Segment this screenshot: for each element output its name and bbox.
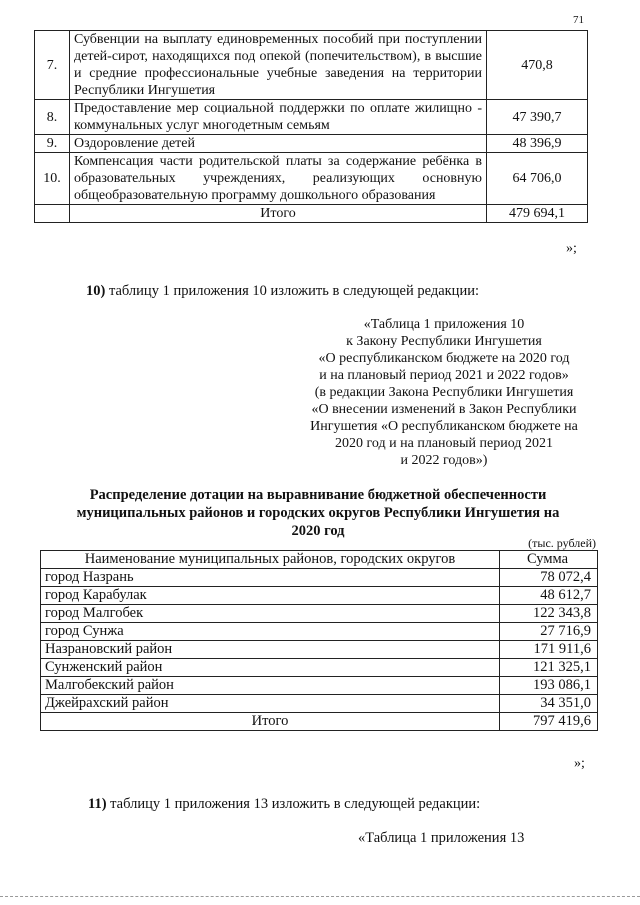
column-header-name: Наименование муниципальных районов, городских округов — [41, 551, 500, 569]
page-edge-line — [0, 896, 640, 898]
row-amount: 48 396,9 — [487, 135, 588, 153]
municipality-name: город Назрань — [41, 569, 500, 587]
municipality-name: город Карабулак — [41, 587, 500, 605]
benefits-table — [34, 30, 588, 223]
paragraph-10 — [86, 283, 479, 300]
title-line: муниципальных районов и городских округов Республики Ингушетия на — [76, 505, 560, 521]
row-description: Предоставление мер социальной поддержки по оплате жилищно - коммунальных услуг многодетным семьям — [70, 100, 487, 135]
total-sum: 797 419,6 — [500, 713, 598, 731]
title-line: Распределение дотации на выравнивание бюджетной обеспеченности — [89, 487, 547, 503]
municipality-sum: 171 911,6 — [500, 641, 598, 659]
table-row — [41, 695, 598, 713]
row-amount: 470,8 — [487, 31, 588, 100]
page-number: 71 — [573, 14, 584, 26]
quote-closer: »; — [566, 241, 577, 256]
row-number: 8. — [35, 100, 70, 135]
appendix-header — [296, 316, 592, 469]
row-number: 10. — [35, 153, 70, 205]
appendix-13-header: «Таблица 1 приложения 13 — [358, 830, 525, 846]
total-row — [35, 205, 588, 223]
total-label: Итого — [41, 713, 500, 731]
municipality-name: Сунженский район — [41, 659, 500, 677]
header-line: «Таблица 1 приложения 10 — [363, 317, 525, 332]
table-row — [41, 605, 598, 623]
table-row — [41, 677, 598, 695]
municipality-sum: 34 351,0 — [500, 695, 598, 713]
municipality-sum: 122 343,8 — [500, 605, 598, 623]
table-row — [41, 569, 598, 587]
header-line: Ингушетия «О республиканском бюджете на — [310, 419, 578, 434]
paragraph-text: таблицу 1 приложения 10 изложить в следующей редакции: — [105, 283, 479, 299]
table-row — [41, 641, 598, 659]
column-header-sum: Сумма — [500, 551, 598, 569]
total-amount: 479 694,1 — [487, 205, 588, 223]
row-amount: 47 390,7 — [487, 100, 588, 135]
paragraph-text: таблицу 1 приложения 13 изложить в следующей редакции: — [106, 796, 481, 812]
table-row — [41, 659, 598, 677]
header-line: (в редакции Закона Республики Ингушетия — [314, 385, 574, 400]
total-row — [41, 713, 598, 731]
quote-closer: »; — [574, 756, 585, 771]
municipality-name: город Малгобек — [41, 605, 500, 623]
table-row — [41, 623, 598, 641]
municipality-sum: 121 325,1 — [500, 659, 598, 677]
table-row — [35, 100, 588, 135]
distribution-title — [60, 486, 576, 540]
paragraph-number: 10) — [86, 283, 106, 299]
distribution-table — [40, 550, 598, 731]
header-line: 2020 год и на плановый период 2021 — [335, 436, 553, 451]
header-line: «О внесении изменений в Закон Республики — [311, 402, 577, 417]
row-description: Компенсация части родительской платы за содержание ребёнка в образовательных учреждениях, реализующих основную общеобразовательную программу дошкольного образования — [70, 153, 487, 205]
table-header-row — [41, 551, 598, 569]
municipality-sum: 48 612,7 — [500, 587, 598, 605]
header-line: и на плановый период 2021 и 2022 годов» — [319, 368, 569, 383]
municipality-sum: 193 086,1 — [500, 677, 598, 695]
row-description: Оздоровление детей — [70, 135, 487, 153]
header-line: и 2022 годов») — [400, 453, 488, 468]
municipality-sum: 27 716,9 — [500, 623, 598, 641]
municipality-name: Малгобекский район — [41, 677, 500, 695]
municipality-name: Назрановский район — [41, 641, 500, 659]
total-empty-cell — [35, 205, 70, 223]
total-label: Итого — [70, 205, 487, 223]
header-line: «О республиканском бюджете на 2020 год — [318, 351, 570, 366]
title-line: 2020 год — [291, 523, 345, 539]
row-number: 7. — [35, 31, 70, 100]
row-description: Субвенции на выплату единовременных пособий при поступлении детей-сирот, находящихся под опекой (попечительством), в высшие и средние профессиональные учебные заведения на территории Республики Ингушетия — [70, 31, 487, 100]
municipality-sum: 78 072,4 — [500, 569, 598, 587]
municipality-name: город Сунжа — [41, 623, 500, 641]
paragraph-number: 11) — [88, 796, 107, 812]
row-number: 9. — [35, 135, 70, 153]
header-line: к Закону Республики Ингушетия — [346, 334, 542, 349]
municipality-name: Джейрахский район — [41, 695, 500, 713]
table-row — [35, 135, 588, 153]
units-label: (тыс. рублей) — [528, 536, 596, 550]
table-row — [35, 153, 588, 205]
table-row — [41, 587, 598, 605]
table-row — [35, 31, 588, 100]
paragraph-11 — [88, 796, 480, 813]
row-amount: 64 706,0 — [487, 153, 588, 205]
